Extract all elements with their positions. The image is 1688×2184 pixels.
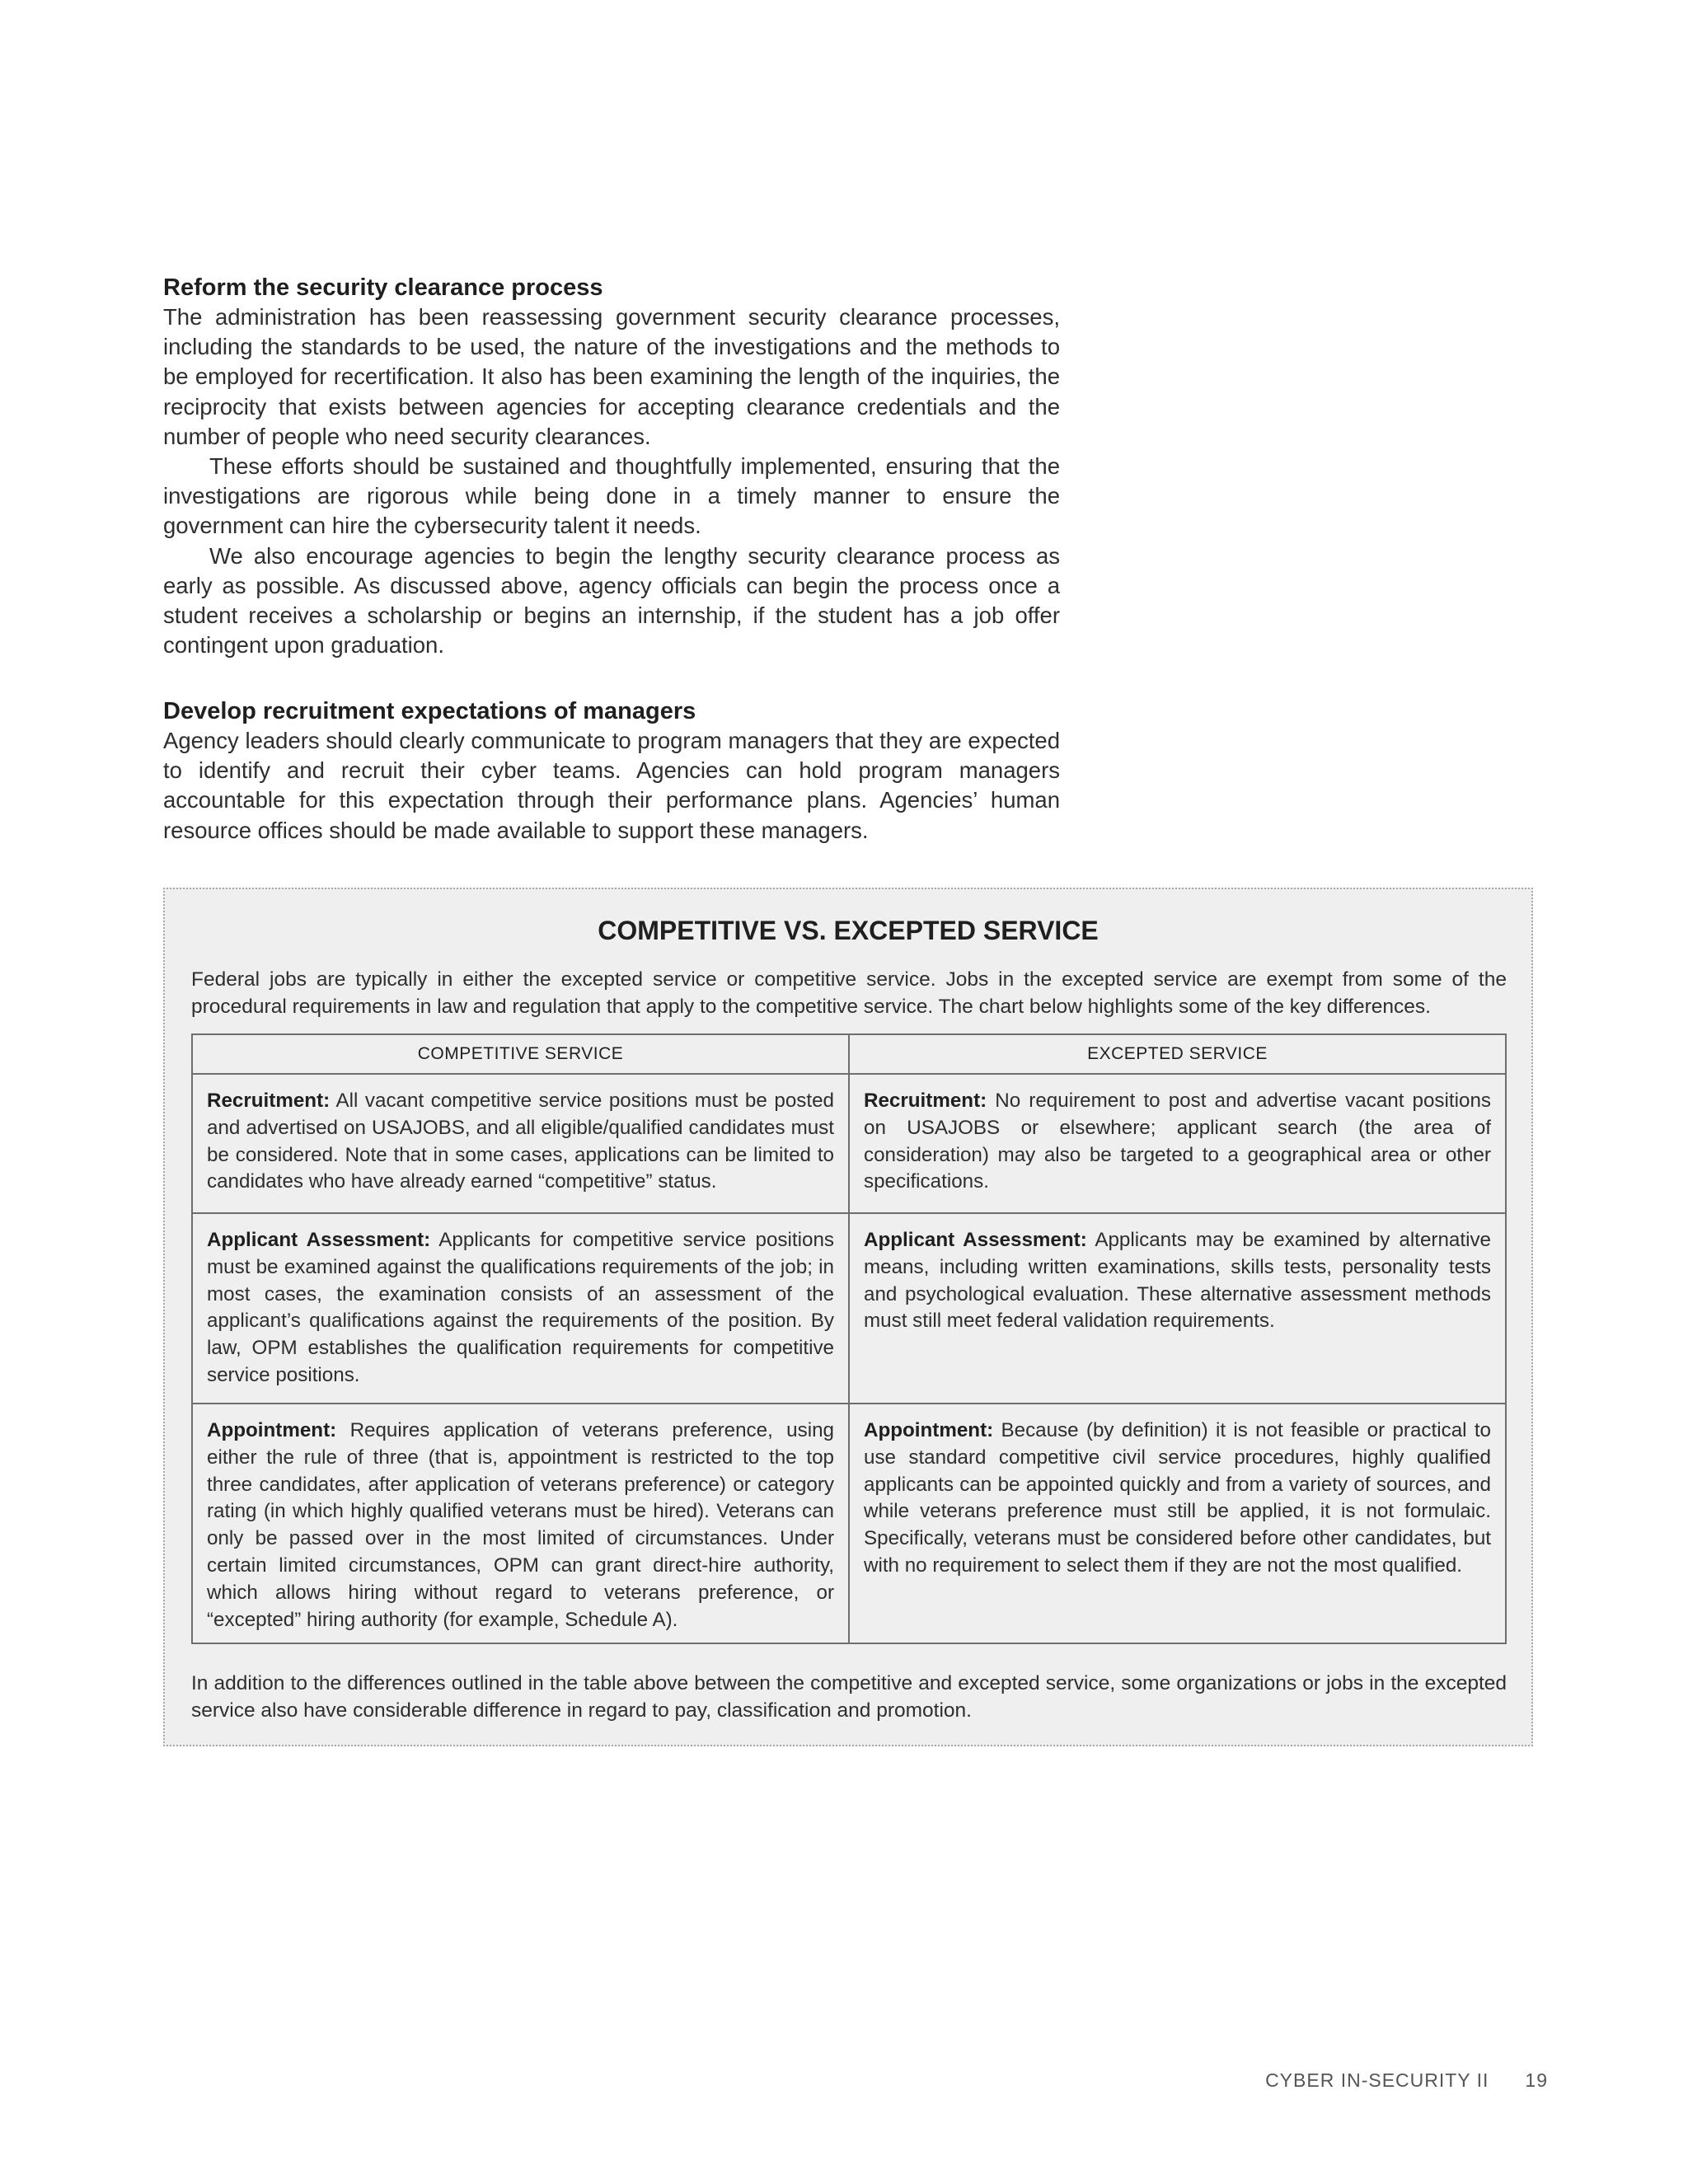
- comparison-table: [191, 1033, 1507, 1644]
- cell-text: Applicants may be examined by alternative means, including written examinations, skills tests, personality tests and psychological evaluation. These alternative assessment methods must still meet federal validation requirements.: [864, 1229, 1491, 1333]
- body-paragraph: Agency leaders should clearly communicate to program managers that they are expected to identify and recruit their cyber teams. Agencies can hold program managers accountable for this expectation through their performance plans. Agencies’ human resource offices should be made available to support these managers.: [163, 728, 1060, 843]
- table-cell: [192, 1404, 849, 1643]
- publication-title: CYBER IN-SECURITY II: [1265, 2069, 1489, 2091]
- body-paragraph: The administration has been reassessing government security clearance processes, including the standards to be used, the nature of the investigations and the methods to be employed for recertification. It also has been examining the length of the inquiries, the reciprocity that exists between agencies for accepting clearance credentials and the number of people who need security clearances.: [163, 304, 1060, 449]
- table-cell: [849, 1074, 1506, 1213]
- cell-text: Applicants for competitive service positions must be examined against the qualifications requirements of the job; in most cases, the examination consists of an assessment of the applicant’s qualifications against the requirements of the position. By law, OPM establishes the qualification requirements for competitive service positions.: [207, 1229, 834, 1386]
- cell-label: Recruitment:: [864, 1090, 987, 1112]
- table-cell: [849, 1213, 1506, 1404]
- sidebar-intro: Federal jobs are typically in either the excepted service or competitive service. Jobs in the excepted service are exempt from some of the procedural requirements in law and regulation that apply to the competitive service. The chart below highlights some of the key differences.: [191, 968, 1507, 1018]
- section-recruitment-expectations: [163, 696, 1060, 846]
- table-row: [192, 1213, 1506, 1404]
- table-row: [192, 1404, 1506, 1643]
- table-cell: [192, 1074, 849, 1213]
- table-cell: [849, 1404, 1506, 1643]
- body-paragraph: These efforts should be sustained and thoughtfully implemented, ensuring that the investigations are rigorous while being done in a timely manner to ensure the government can hire the cybersecurity talent it needs.: [163, 453, 1060, 539]
- section-heading: Reform the security clearance process: [163, 274, 603, 301]
- page-footer: [1265, 2069, 1548, 2092]
- cell-text: Because (by definition) it is not feasible or practical to use standard competitive civil service procedures, highly qualified applicants can be appointed quickly and from a variety of sources, and while veterans preference must still be applied, it is not formulaic. Specifically, veterans must be considered before other candidates, but with no requirement to select them if they are not the most qualified.: [864, 1419, 1491, 1577]
- column-header-excepted: EXCEPTED SERVICE: [849, 1034, 1506, 1074]
- cell-text: All vacant competitive service positions must be posted and advertised on USAJOBS, and all eligible/qualified candidates must be considered. Note that in some cases, applications can be limited to candidates who have already earned “competitive” status.: [207, 1090, 834, 1193]
- cell-label: Recruitment:: [207, 1090, 331, 1112]
- page-number: 19: [1525, 2069, 1548, 2091]
- cell-label: Appointment:: [864, 1419, 994, 1441]
- sidebar-outro: In addition to the differences outlined in the table above between the competitive and excepted service, some organizations or jobs in the excepted service also have considerable difference in regard to pay, classification and promotion.: [191, 1672, 1507, 1722]
- table-row: [192, 1074, 1506, 1213]
- table-header-row: [192, 1034, 1506, 1074]
- column-header-competitive: COMPETITIVE SERVICE: [192, 1034, 849, 1074]
- cell-label: Applicant Assessment:: [864, 1229, 1087, 1251]
- sidebar-title: COMPETITIVE VS. EXCEPTED SERVICE: [598, 916, 1099, 945]
- section-security-clearance: [163, 273, 1060, 660]
- cell-label: Appointment:: [207, 1419, 337, 1441]
- section-heading: Develop recruitment expectations of managers: [163, 698, 696, 724]
- cell-text: No requirement to post and advertise vacant positions on USAJOBS or elsewhere; applicant search (the area of consideration) may also be targeted to a geographical area or other specifications.: [864, 1090, 1491, 1193]
- cell-text: Requires application of veterans preference, using either the rule of three (that is, appointment is restricted to the top three candidates, after application of veterans preference) or category rating (in which highly qualified veterans must be hired). Veterans can only be passed over in the most limited of circumstances. Under certain limited circumstances, OPM can grant direct-hire authority, which allows hiring without regard to veterans preference, or “excepted” hiring authority (for example, Schedule A).: [207, 1419, 834, 1631]
- table-cell: [192, 1213, 849, 1404]
- cell-label: Applicant Assessment:: [207, 1229, 431, 1251]
- sidebar-box: [163, 888, 1533, 1746]
- body-paragraph: We also encourage agencies to begin the lengthy security clearance process as early as possible. As discussed above, agency officials can begin the process once a student receives a scholarship or begins an internship, if the student has a job offer contingent upon graduation.: [163, 542, 1060, 658]
